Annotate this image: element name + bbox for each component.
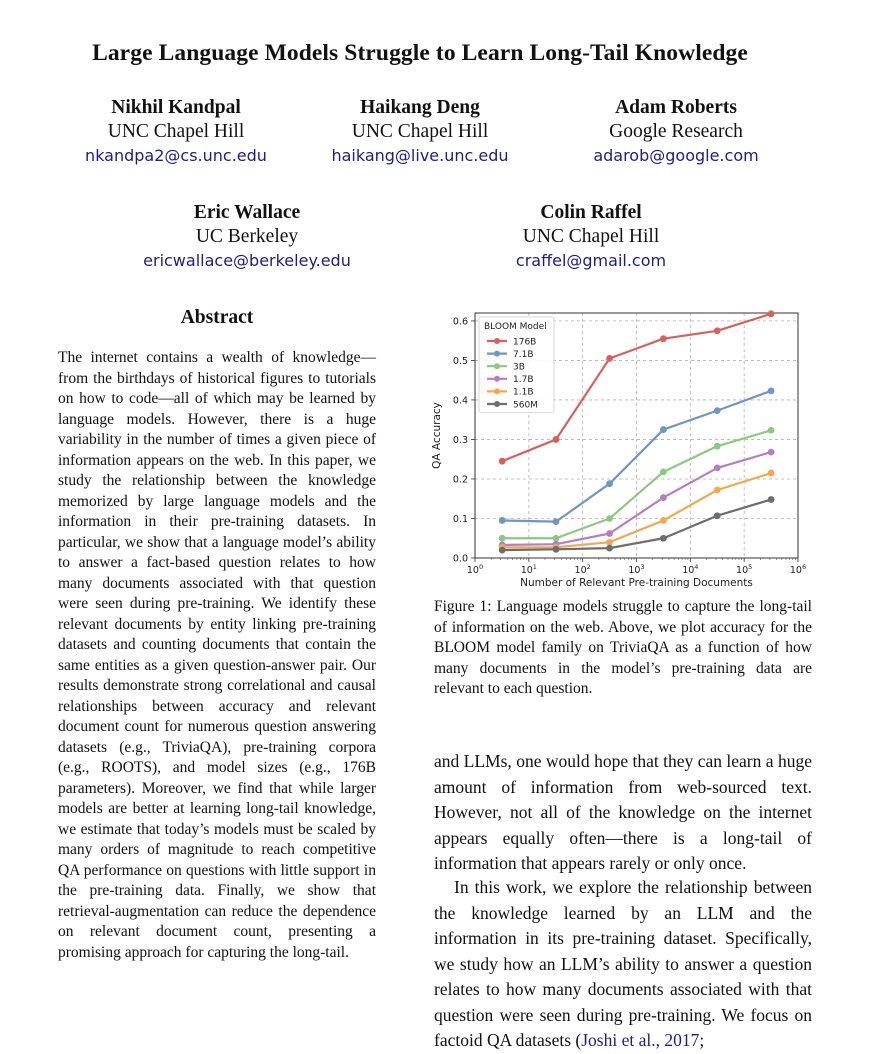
- legend-title: BLOOM Model: [484, 322, 547, 332]
- data-point: [499, 517, 506, 524]
- legend-entry: 560M: [513, 400, 538, 411]
- data-point: [768, 387, 775, 394]
- author-email[interactable]: nkandpa2@cs.unc.edu: [85, 146, 267, 165]
- legend-marker: [494, 376, 500, 382]
- body-paragraph-end: ;: [699, 1030, 705, 1050]
- author-block: [117, 201, 377, 273]
- data-point: [553, 546, 560, 553]
- figure-caption: Figure 1: Language models struggle to capture the long-tail of information on the web. Above, we plot accuracy for the BLOOM model family on TriviaQA as a function of how many documents in the model’s pre-training data are relevant to each question.: [434, 598, 812, 697]
- author-block: [546, 96, 806, 168]
- data-point: [660, 535, 667, 542]
- author-affiliation: Google Research: [609, 121, 743, 142]
- data-point: [606, 539, 613, 546]
- abstract-text: The internet contains a wealth of knowledge—from the birthdays of historical figures to tutorials on how to code—all of which may be learned by language models. However, there is a huge variability in the number of times a given piece of information appears on the web. In this paper, we study the relationship between the knowledge memorized by large language models and the information in their pre-training datasets. In particular, we show that a language model’s ability to answer a fact-based question relates to how many documents associated with that question were seen during pre-training. We identify these relevant documents by entity linking pre-training datasets and counting documents that contain the same entities as a given question-answer pair. Our results demonstrate strong correlational and causal relationships between accuracy and relevant document count for numerous question answering datasets (e.g., TriviaQA), pre-training corpora (e.g., ROOTS), and model sizes (e.g., 176B parameters). Moreover, we find that while larger models are better at learning long-tail knowledge, we estimate that today’s models must be scaled by many orders of magnitude to reach competitive QA performance on questions with little support in the pre-training data. Finally, we show that retrieval-augmentation can reduce the dependence on relevant document count, presenting a promising approach for capturing the long-tail.: [58, 349, 376, 961]
- y-tick-label: 0.5: [452, 355, 468, 367]
- body-paragraph-text: In this work, we explore the relationship between the knowledge learned by an LLM and the information in its pre-training dataset. Specifically, we study how an LLM’s ability to answer a question relates to how many documents associated with that question were seen during pre-training. We focus on factoid QA datasets (: [434, 877, 812, 1050]
- legend-entry: 3B: [513, 362, 525, 373]
- body-paragraph: and LLMs, one would hope that they can learn a huge amount of information from web-sourced text. However, not all of the knowledge on the internet appears equally often—there is a long-tail of information that appears rarely or only once.: [434, 751, 812, 873]
- data-point: [714, 465, 721, 472]
- data-point: [660, 517, 667, 524]
- data-point: [768, 310, 775, 317]
- y-axis-label: QA Accuracy: [431, 402, 443, 469]
- legend-marker: [494, 351, 500, 357]
- x-axis-label: Number of Relevant Pre-training Documents: [520, 577, 753, 588]
- data-point: [714, 443, 721, 450]
- abstract-heading: Abstract: [180, 307, 254, 328]
- data-point: [768, 449, 775, 456]
- author-block: [46, 96, 306, 168]
- data-point: [714, 407, 721, 414]
- x-tick-label: $10^6$: [789, 563, 807, 576]
- author-email[interactable]: ericwallace@berkeley.edu: [143, 251, 351, 270]
- author-name: Adam Roberts: [615, 97, 737, 118]
- y-tick-label: 0.2: [452, 474, 468, 486]
- data-point: [499, 547, 506, 554]
- y-tick-label: 0.4: [452, 395, 468, 407]
- data-point: [714, 512, 721, 519]
- figure-1: [426, 308, 818, 588]
- author-affiliation: UNC Chapel Hill: [107, 121, 245, 142]
- data-point: [553, 436, 560, 443]
- legend-marker: [494, 363, 500, 369]
- legend-marker: [494, 338, 500, 344]
- data-point: [499, 535, 506, 542]
- citation-link[interactable]: Joshi et al., 2017: [581, 1030, 700, 1050]
- data-point: [499, 458, 506, 465]
- data-point: [660, 494, 667, 501]
- data-point: [553, 518, 560, 525]
- data-point: [606, 515, 613, 522]
- x-tick-label: $10^0$: [466, 563, 484, 576]
- legend-entry: 1.1B: [513, 387, 534, 398]
- data-point: [553, 535, 560, 542]
- y-tick-label: 0.1: [452, 513, 468, 525]
- data-point: [660, 468, 667, 475]
- data-point: [660, 335, 667, 342]
- author-block: [461, 201, 721, 273]
- legend-entry: 7.1B: [513, 349, 534, 360]
- data-point: [606, 530, 613, 537]
- x-tick-label: $10^3$: [628, 563, 645, 576]
- author-affiliation: UNC Chapel Hill: [522, 226, 660, 247]
- y-tick-label: 0.6: [452, 316, 468, 328]
- x-tick-label: $10^2$: [574, 563, 591, 576]
- y-tick-label: 0.0: [452, 553, 468, 565]
- author-name: Eric Wallace: [193, 202, 301, 223]
- data-point: [606, 480, 613, 487]
- legend-entry: 1.7B: [513, 375, 534, 386]
- author-email[interactable]: haikang@live.unc.edu: [331, 146, 509, 165]
- legend-marker: [494, 401, 500, 407]
- author-affiliation: UC Berkeley: [195, 226, 299, 247]
- author-email[interactable]: adarob@google.com: [593, 146, 759, 165]
- data-point: [606, 355, 613, 362]
- y-tick-label: 0.3: [452, 434, 468, 446]
- author-block: [290, 96, 550, 168]
- data-point: [768, 496, 775, 503]
- data-point: [606, 545, 613, 552]
- legend-entry: 176B: [513, 337, 537, 348]
- data-point: [714, 327, 721, 334]
- x-tick-label: $10^4$: [682, 563, 699, 576]
- legend-marker: [494, 388, 500, 394]
- author-name: Haikang Deng: [360, 97, 480, 118]
- data-point: [714, 487, 721, 494]
- x-tick-label: $10^5$: [736, 563, 753, 576]
- author-name: Nikhil Kandpal: [111, 97, 241, 118]
- x-tick-label: $10^1$: [520, 563, 537, 576]
- data-point: [660, 426, 667, 433]
- data-point: [768, 427, 775, 434]
- data-point: [768, 470, 775, 477]
- author-name: Colin Raffel: [540, 202, 642, 223]
- body-paragraph: [434, 875, 812, 1054]
- author-email[interactable]: craffel@gmail.com: [515, 251, 667, 270]
- author-affiliation: UNC Chapel Hill: [351, 121, 489, 142]
- accuracy-chart: [426, 308, 818, 588]
- paper-title: Large Language Models Struggle to Learn Long-Tail Knowledge: [92, 40, 748, 66]
